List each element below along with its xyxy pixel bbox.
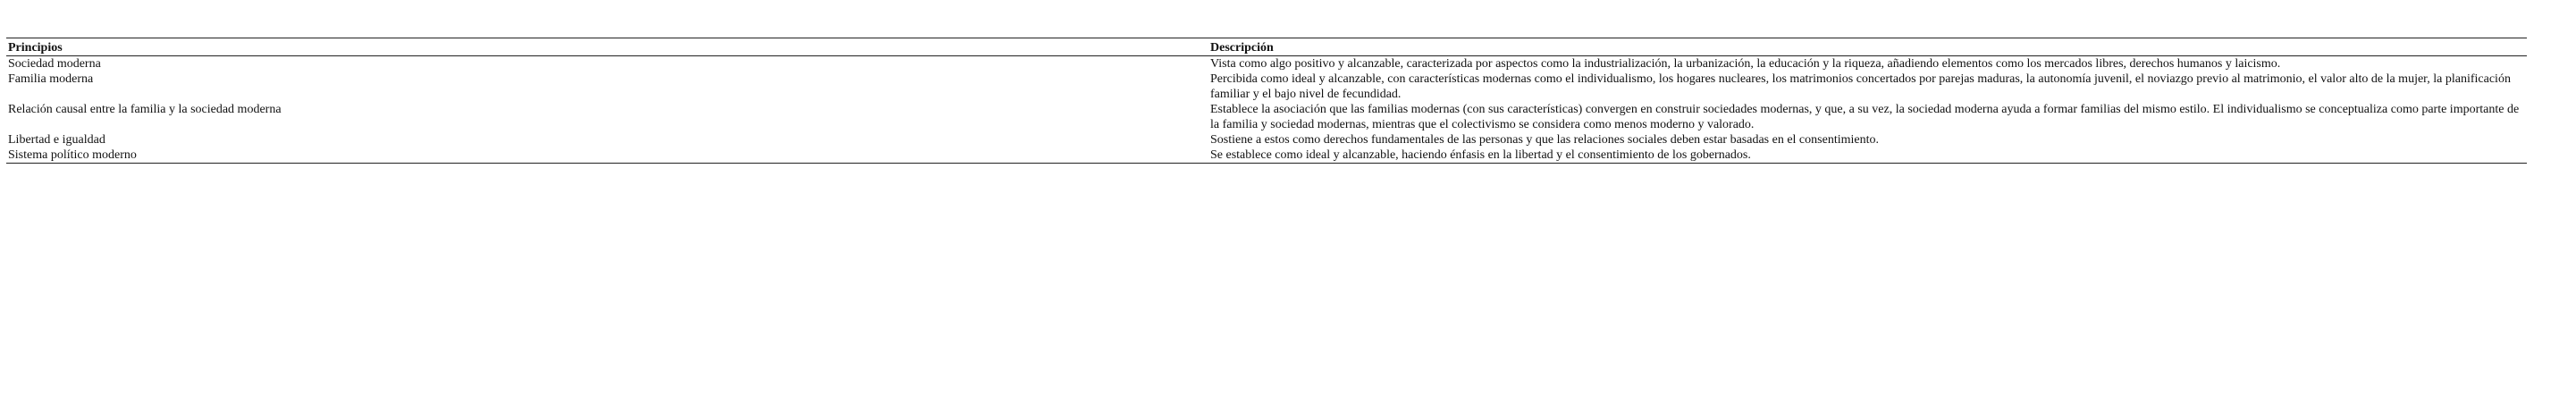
header-row: [6, 38, 2527, 56]
principles-table: [6, 38, 2527, 164]
column-header-description: Descripción: [1210, 41, 1274, 55]
principle-cell: Relación causal entre la familia y la sociedad moderna: [8, 103, 282, 116]
table-row: [6, 56, 2527, 72]
table-header: [6, 38, 2527, 56]
table-row: [6, 132, 2527, 147]
table-row: [6, 147, 2527, 164]
table-row: [6, 72, 2527, 102]
description-cell: Se establece como ideal y alcanzable, haciendo énfasis en la libertad y el consentimiento de los gobernados.: [1210, 148, 1751, 162]
description-cell: Percibida como ideal y alcanzable, con características modernas como el individualismo, los hogares nucleares, los matrimonios concertados por parejas maduras, la autonomía juvenil, el noviazgo previo al matrimonio, el valor alto de la mujer, la planificación familiar y el bajo nivel de fecundidad.: [1210, 72, 2511, 101]
table-body: [6, 56, 2527, 164]
principles-table-container: [6, 38, 2527, 164]
principle-cell: Sistema político moderno: [8, 148, 137, 162]
description-cell: Sostiene a estos como derechos fundamentales de las personas y que las relaciones sociales deben estar basadas en el consentimiento.: [1210, 133, 1879, 147]
table-row: [6, 102, 2527, 132]
principle-cell: Libertad e igualdad: [8, 133, 105, 147]
description-cell: Vista como algo positivo y alcanzable, caracterizada por aspectos como la industrialización, la urbanización, la educación y la riqueza, añadiendo elementos como los mercados libres, derechos humanos y laicismo.: [1210, 57, 2281, 71]
principle-cell: Familia moderna: [8, 72, 94, 86]
description-cell: Establece la asociación que las familias modernas (con sus características) convergen en construir sociedades modernas, y que, a su vez, la sociedad moderna ayuda a formar familias del mismo estilo. El individualismo se conceptualiza como parte importante de la familia y sociedad modernas, mientras que el colectivismo se considera como menos moderno y valorado.: [1210, 103, 2520, 131]
principle-cell: Sociedad moderna: [8, 57, 101, 71]
column-header-principles: Principios: [8, 41, 63, 55]
